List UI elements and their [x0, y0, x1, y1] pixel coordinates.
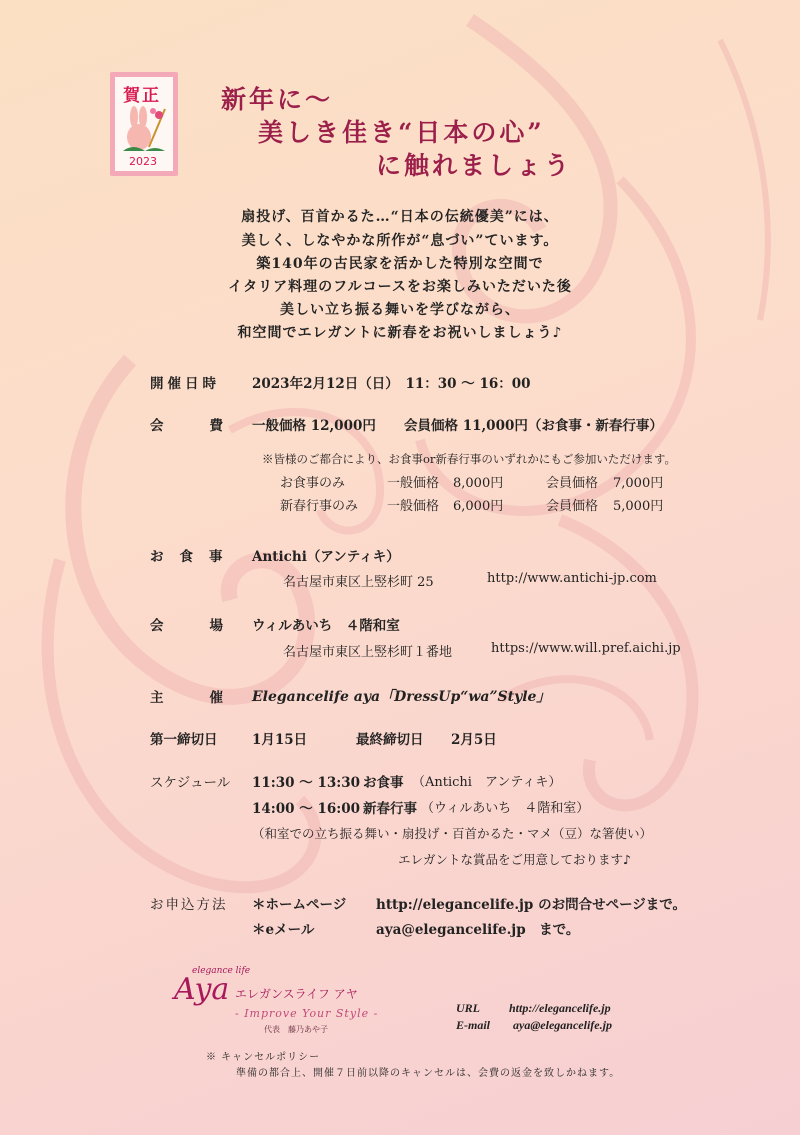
- logo-small-text: elegance life: [192, 966, 251, 976]
- logo-tagline: - Improve Your Style -: [235, 1007, 379, 1020]
- contact-email[interactable]: aya@elegancelife.jp: [513, 1018, 612, 1032]
- meal-label: お食事: [150, 549, 239, 565]
- fee-row-member-label: 会員価格: [546, 476, 599, 491]
- fee-row-name: お食事のみ: [280, 476, 346, 491]
- date-value: 2023年2月12日（日） 11：30 ～ 16：00: [252, 376, 531, 392]
- schedule-time: 14:00 ～ 16:00: [252, 801, 361, 817]
- contact-url-label: URL: [456, 1001, 480, 1015]
- headline-line-3: に触れましょう: [376, 151, 573, 180]
- fee-row-name: 新春行事のみ: [280, 499, 359, 514]
- host-value: Elegancelife aya「DressUp“wa”Style」: [252, 689, 551, 705]
- meal-address: 名古屋市東区上竪杉町 25: [283, 575, 434, 590]
- fee-row-member-price: 5,000円: [613, 499, 664, 514]
- intro-line-6: 和空間でエレガントに新春をお祝いしましょう♪: [237, 325, 563, 341]
- deadline-label: 第一締切日: [150, 732, 218, 748]
- fee-row-general-label: 一般価格: [387, 476, 440, 491]
- headline-line-2: 美しき佳き“日本の心”: [258, 118, 545, 147]
- apply-method-value[interactable]: http://elegancelife.jp のお問合せページまで。: [376, 897, 687, 913]
- schedule-detail: （ウィルあいち ４階和室）: [421, 801, 590, 816]
- stamp-text: 賀正: [123, 86, 161, 106]
- new-year-stamp: [110, 72, 178, 176]
- contact-email-label: E-mail: [456, 1018, 491, 1032]
- headline-line-1: 新年に～: [221, 85, 334, 114]
- host-label: 主催: [150, 690, 269, 706]
- intro-line-2: 美しく、しなやかな所作が“息づい”ています。: [241, 233, 559, 249]
- schedule-detail: （Antichi アンティキ）: [412, 775, 562, 790]
- deadline-final: 2月5日: [451, 732, 497, 748]
- fee-row-general-price: 8,000円: [453, 476, 504, 491]
- schedule-prize: エレガントな賞品をご用意しております♪: [398, 852, 631, 867]
- cancel-policy-text: 準備の都合上、開催７日前以降のキャンセルは、会費の返金を致しかねます。: [236, 1068, 621, 1079]
- meal-venue: Antichi（アンティキ）: [252, 549, 400, 565]
- deadline-final-label: 最終締切日: [356, 732, 424, 748]
- fee-row-general-price: 6,000円: [453, 499, 504, 514]
- venue-url[interactable]: https://www.will.pref.aichi.jp: [491, 641, 681, 656]
- schedule-title: お食事: [363, 775, 404, 791]
- schedule-title: 新春行事: [363, 801, 417, 817]
- venue-name: ウィルあいち ４階和室: [252, 618, 400, 634]
- schedule-time: 11:30 ～ 13:30: [252, 775, 361, 791]
- schedule-label: スケジュール: [150, 775, 231, 791]
- apply-method-value[interactable]: aya@elegancelife.jp まで。: [376, 922, 580, 938]
- schedule-note: （和室での立ち振る舞い・扇投げ・百首かるた・マメ（豆）な箸使い）: [252, 826, 653, 841]
- date-label: 開催日時: [150, 376, 220, 392]
- rabbit-illustration: [121, 103, 167, 153]
- fee-note: ※皆様のご都合により、お食事or新春行事のいずれかにもご参加いただけます。: [262, 452, 676, 466]
- intro-line-1: 扇投げ、百首かるた…“日本の伝統優美”には、: [241, 209, 559, 225]
- logo-script: Aya: [174, 972, 230, 1007]
- deadline-first: 1月15日: [252, 732, 308, 748]
- venue-address: 名古屋市東区上竪杉町１番地: [283, 645, 453, 660]
- fee-row-general-label: 一般価格: [387, 499, 440, 514]
- venue-label: 会場: [150, 618, 269, 634]
- logo-representative: 代表 藤乃あや子: [264, 1025, 328, 1034]
- intro-line-3: 築140年の古民家を活かした特別な空間で: [256, 256, 544, 272]
- apply-label: お申込方法: [150, 897, 228, 913]
- stamp-year: 2023: [129, 155, 157, 168]
- cancel-policy-title: ※ キャンセルポリシー: [206, 1052, 321, 1063]
- contact-url[interactable]: http://elegancelife.jp: [509, 1001, 611, 1015]
- fee-row-member-label: 会員価格: [546, 499, 599, 514]
- fee-label: 会費: [150, 418, 269, 434]
- intro-line-4: イタリア料理のフルコースをお楽しみいただいた後: [228, 279, 572, 295]
- fee-member: 会員価格 11,000円（お食事・新春行事）: [404, 418, 663, 434]
- logo-name: エレガンスライフ アヤ: [235, 987, 358, 1001]
- meal-url[interactable]: http://www.antichi-jp.com: [487, 571, 657, 586]
- fee-general: 一般価格 12,000円: [252, 418, 376, 434]
- intro-line-5: 美しい立ち振る舞いを学びながら、: [280, 302, 520, 318]
- fee-row-member-price: 7,000円: [613, 476, 664, 491]
- apply-method-type: ＊ホームページ: [252, 897, 347, 913]
- apply-method-type: ＊eメール: [252, 922, 315, 938]
